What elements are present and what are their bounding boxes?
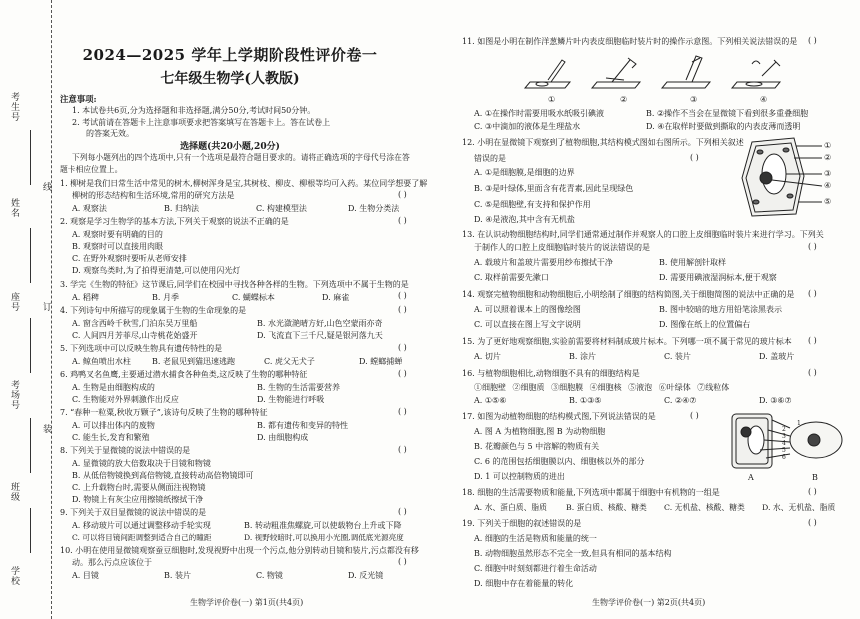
step-3-drawing — [662, 56, 710, 88]
option-b: B. ②操作不当会在显微镜下看到很多重叠细胞 — [646, 109, 809, 118]
option-a: A. 目镜 — [72, 571, 99, 580]
option-b: B. ①③⑤ — [569, 396, 602, 405]
option-b: B. 转动粗准焦螺旋,可以使载物台上升或下降 — [244, 521, 402, 530]
question-17-answer-slot: ( ) — [690, 411, 699, 420]
option-a: A. ①⑤⑥ — [474, 396, 507, 405]
question-10-options — [72, 570, 442, 581]
margin-label-name: 姓名 — [9, 198, 19, 218]
option-b: B. 老鼠见到猫迅速逃跑 — [152, 357, 235, 366]
option-c: C. ⑤是细胞壁,有支持和保护作用 — [474, 200, 591, 209]
question-12-answer-slot: ( ) — [690, 153, 699, 162]
question-3-answer-slot: ( ) — [398, 291, 407, 300]
margin-label-candidate-number: 考生号 — [9, 92, 19, 122]
question-13-stem: 13. 在认识动物细胞结构时,同学们通常通过制作并观察人的口腔上皮细胞临时装片来进行学习。下列关 — [462, 230, 824, 239]
question-9-options-row1 — [72, 520, 452, 531]
question-14-options-row2 — [474, 319, 854, 330]
option-b: B. 月季 — [152, 293, 179, 302]
question-6-answer-slot: ( ) — [398, 369, 407, 378]
option-c: C. 装片 — [664, 352, 691, 361]
question-7-options-row1 — [72, 420, 442, 431]
question-10-stem: 10. 小明在使用显微镜观察蚕豆细胞时,发现视野中出现一个污点,他分别转动目镜和装片,污点都没有移 — [60, 546, 419, 555]
step-4-drawing — [732, 60, 780, 88]
question-7-answer-slot: ( ) — [398, 407, 407, 416]
option-d: D. 由细胞构成 — [257, 433, 309, 442]
cell-label-5: ⑤ — [824, 197, 832, 206]
question-5-stem: 5. 下列选项中可以反映生物具有遗传特性的是 — [60, 344, 223, 353]
question-13-answer-slot: ( ) — [808, 242, 817, 251]
option-c: C. 上升载物台时,需要从侧面注视物镜 — [72, 483, 206, 492]
option-a: A. 稻稗 — [72, 293, 99, 302]
cut-mark-install: 装 — [41, 424, 51, 433]
option-d: D. 图像在纸上的位置偏右 — [659, 320, 751, 329]
option-c: C. ②④⑦ — [664, 396, 697, 405]
option-d: D. ③⑥⑦ — [759, 396, 792, 405]
margin-line — [30, 418, 31, 473]
option-c: C. 蝴蝶标本 — [232, 293, 275, 302]
fig-num-6: 6 — [782, 454, 786, 461]
option-d: D. 视野较暗时,可以换用小光圈,调低底光源亮度 — [244, 533, 404, 542]
option-b: B. 水光潋滟晴方好,山色空蒙雨亦奇 — [257, 319, 383, 328]
option-b: B. 涂片 — [569, 352, 596, 361]
cut-mark-line: 线 — [41, 182, 51, 191]
question-16-stem: 16. 与植物细胞相比,动物细胞不具有的细胞结构是 — [462, 369, 640, 378]
option-c: C. 可以将目镜间距调整到适合自己的瞳距 — [72, 533, 212, 542]
option-a: A. 载玻片和盖玻片需要用纱布擦拭干净 — [474, 258, 613, 267]
footer-page-1: 生物学评价卷(一) 第1页(共4页) — [190, 598, 304, 607]
option-c: C. 物镜 — [256, 571, 283, 580]
option-b: B. 蛋白质、核酸、糖类 — [566, 503, 647, 512]
footer-page-2: 生物学评价卷(一) 第2页(共4页) — [592, 598, 706, 607]
section-description-cont: 题卡相应位置上。 — [60, 165, 123, 174]
margin-line — [30, 130, 31, 185]
question-17-stem: 17. 如图为动植物细胞的结构模式图,下列说法错误的是 — [462, 412, 656, 421]
option-d: D. 生物分类法 — [348, 204, 400, 213]
animal-plant-cell-diagram — [726, 410, 848, 472]
question-7-stem: 7. “春种一粒粟,秋收万颗子”,该诗句反映了生物的哪种特征 — [60, 408, 268, 417]
plant-cell-diagram — [738, 136, 834, 220]
option-a: A. ①在操作时需要用吸水纸吸引碘液 — [474, 109, 605, 118]
question-15-answer-slot: ( ) — [808, 336, 817, 345]
question-19-stem: 19. 下列关于细胞的叙述错误的是 — [462, 519, 582, 528]
section-title: 选择题(共20小题,20分) — [180, 142, 280, 152]
question-8-answer-slot: ( ) — [398, 445, 407, 454]
exam-title: 2024—2025 学年上学期阶段性评价卷一 — [82, 46, 378, 64]
question-1-stem-cont: 柳树的形态结构和生活环境,常用的研究方法是 — [72, 191, 235, 200]
binding-margin — [0, 0, 52, 619]
question-13-options-row2 — [474, 272, 854, 283]
question-1-answer-slot: ( ) — [398, 190, 407, 199]
question-4-answer-slot: ( ) — [398, 305, 407, 314]
option-d: D. 盖玻片 — [759, 352, 795, 361]
question-4-options-row1 — [72, 318, 442, 329]
margin-line — [30, 228, 31, 283]
question-14-stem: 14. 观察完植物细胞和动物细胞后,小明绘制了细胞的结构简图,关于细胞简图的说法中正确的是 — [462, 290, 795, 299]
option-d: D. 飞流直下三千尺,疑是银河落九天 — [257, 331, 383, 340]
option-c: C. 可以直接在图上写文字说明 — [474, 320, 581, 329]
figure-label-3: ③ — [690, 95, 698, 104]
option-b: B. 使用解剖针取样 — [659, 258, 726, 267]
cell-label-4: ④ — [824, 181, 832, 190]
question-1-options — [72, 203, 442, 214]
question-5-answer-slot: ( ) — [398, 343, 407, 352]
figure-label-4: ④ — [760, 95, 768, 104]
fig-num-3: 3 — [782, 433, 786, 440]
option-b: B. 生物的生活需要营养 — [257, 383, 340, 392]
fig-num-2: 2 — [782, 426, 786, 433]
question-12-stem: 12. 小明在显微镜下观察到了植物细胞,其结构模式图如右图所示。下列相关叙述 — [462, 138, 744, 147]
option-c: C. 构建模型法 — [256, 204, 307, 213]
exam-subtitle: 七年级生物学(人教版) — [160, 71, 300, 87]
fig-num-5: 5 — [782, 447, 786, 454]
question-9-options-row2 — [72, 532, 452, 543]
option-b: B. 观察时可以直接用肉眼 — [72, 242, 163, 251]
cell-label-2: ② — [824, 153, 832, 162]
question-2-answer-slot: ( ) — [398, 216, 407, 225]
option-d: D. 1 可以控制物质的进出 — [474, 472, 565, 481]
option-a: A. 切片 — [474, 352, 501, 361]
option-c: C. 能生长,发育和繁殖 — [72, 433, 150, 442]
option-d: D. 物镜上有灰尘应用擦镜纸擦拭干净 — [72, 495, 204, 504]
notice-item: 1. 本试卷共6页,分为选择题和非选择题,满分50分,考试时间50分钟。 — [72, 106, 316, 115]
margin-label-school: 学校 — [9, 566, 19, 586]
question-18-stem: 18. 细胞的生活需要物质和能量,下列选项中都属于细胞中有机物的一组是 — [462, 488, 720, 497]
option-a: A. 显微镜的放大倍数取决于目镜和物镜 — [72, 459, 211, 468]
option-c: C. ③中滴加的液体是生理盐水 — [474, 122, 581, 131]
question-12-stem-cont: 错误的是 — [474, 154, 506, 163]
option-b: B. 花瓣颜色与 5 中溶解的物质有关 — [474, 442, 600, 451]
notice-item: 2. 考试前请在答题卡上注意事项要求把答案填写在答题卡上。答在试卷上 — [72, 118, 331, 127]
question-11-options-row2 — [474, 121, 854, 132]
option-c: C. 6 的范围包括细胞膜以内、细胞核以外的部分 — [474, 457, 645, 466]
figure-label-b: B — [812, 473, 818, 482]
option-b: B. ③是叶绿体,里面含有花青素,因此呈现绿色 — [474, 184, 634, 193]
option-c: C. 在野外观察时要听从老师安排 — [72, 254, 187, 263]
question-14-answer-slot: ( ) — [808, 289, 817, 298]
question-7-options-row2 — [72, 432, 442, 443]
margin-label-class: 班级 — [9, 482, 19, 502]
question-11-stem: 11. 如图是小明在制作洋葱鳞片叶内表皮细胞临时装片时的操作示意图。下列相关说法错误的是 — [462, 37, 798, 46]
option-c: C. 取样前需要先漱口 — [474, 273, 549, 282]
question-18-options — [474, 502, 854, 513]
option-b: B. 图中较暗的地方用铅笔涂黑表示 — [659, 305, 782, 314]
notice-heading: 注意事项: — [60, 94, 97, 104]
margin-label-seat: 座号 — [9, 292, 19, 312]
question-16-answer-slot: ( ) — [808, 368, 817, 377]
question-4-options-row2 — [72, 330, 442, 341]
option-a: A. 窗含西岭千秋雪,门泊东吴万里船 — [72, 319, 198, 328]
option-a: A. ①是细胞膜,是细胞的边界 — [474, 168, 575, 177]
option-d: D. ④是液泡,其中含有无机盐 — [474, 215, 575, 224]
question-11-answer-slot: ( ) — [808, 36, 817, 45]
question-3-options — [72, 292, 392, 303]
option-d: D. 生物能进行呼吸 — [257, 395, 325, 404]
option-a: A. 观察法 — [72, 204, 107, 213]
figure-label-a: A — [748, 473, 754, 482]
question-15-options — [474, 351, 854, 362]
notice-item: 的答案无效。 — [86, 129, 134, 138]
option-a: A. 移动玻片可以通过调整移动手轮实现 — [72, 521, 211, 530]
question-11-options-row1 — [474, 108, 854, 119]
option-a: A. 可以照着课本上的图像绘图 — [474, 305, 581, 314]
option-a: A. 可以排出体内的废物 — [72, 421, 155, 430]
option-c: C. 虎父无犬子 — [264, 357, 315, 366]
option-d: D. ④在取样时要做到撕取的内表皮薄而透明 — [646, 122, 801, 131]
option-d: D. 观察鸟类时,为了拍得更清楚,可以使用闪光灯 — [72, 266, 241, 275]
question-6-stem: 6. 鸡鸭叉名鱼鹰,主要通过潜水捕食各种鱼类,这反映了生物的哪种特征 — [60, 370, 308, 379]
question-10-stem-cont: 动。那么污点应该位于 — [72, 558, 152, 567]
cell-label-3: ③ — [824, 169, 832, 178]
question-10-answer-slot: ( ) — [398, 557, 407, 566]
option-a: A. 水、蛋白质、脂质 — [474, 503, 547, 512]
section-description: 下列每小题列出的四个选项中,只有一个选项是最符合题目要求的。请将正确选项的字母代号涂在答 — [72, 153, 410, 162]
option-c: C. 细胞中时刻刻都进行着生命活动 — [474, 564, 597, 573]
option-b: B. 都有遗传和变异的特性 — [257, 421, 348, 430]
question-5-options — [72, 356, 442, 367]
question-16-structure-list: ①细胞壁 ②细胞质 ③细胞膜 ④细胞核 ⑤液泡 ⑥叶绿体 ⑦线粒体 — [474, 383, 730, 392]
figure-label-2: ② — [620, 95, 628, 104]
option-d: D. 螳螂捕蝉 — [359, 357, 403, 366]
option-a: A. 生物是由细胞构成的 — [72, 383, 155, 392]
question-19-answer-slot: ( ) — [808, 518, 817, 527]
question-4-stem: 4. 下列诗句中所描写的现象属于生物的生命现象的是 — [60, 306, 247, 315]
fig-num-1: 1 — [797, 420, 801, 427]
cell-label-1: ① — [824, 141, 832, 150]
option-a: A. 鲸鱼喷出水柱 — [72, 357, 131, 366]
question-13-options-row1 — [474, 257, 854, 268]
option-b: B. 从低倍物镜换到高倍物镜,直接转动高倍物镜即可 — [72, 471, 254, 480]
question-1-stem: 1. 柳树是我们日常生活中常见的树木,柳树浑身是宝,其树枝、柳皮、柳根等均可入药。某位同学想要了解 — [60, 179, 428, 188]
margin-line — [30, 318, 31, 373]
option-d: D. 麻雀 — [322, 293, 350, 302]
question-2-stem: 2. 观察是学习生物学的基本方法,下列关于观察的说法不正确的是 — [60, 217, 289, 226]
question-8-stem: 8. 下列关于显微镜的说法中错误的是 — [60, 446, 191, 455]
fig-num-4: 4 — [782, 440, 786, 447]
question-14-options-row1 — [474, 304, 854, 315]
question-3-stem: 3. 学完《生物的特征》这节课后,同学们在校园中寻找各种各样的生物。下列选项中不属于生物的是 — [60, 280, 409, 289]
option-b: B. 动物细胞虽然形态不完全一致,但具有相同的基本结构 — [474, 549, 672, 558]
option-d: D. 需要用碘液湿润标本,便于观察 — [659, 273, 777, 282]
option-c: C. 无机盐、核酸、糖类 — [664, 503, 745, 512]
question-9-stem: 9. 下列关于双目显微镜的说法中错误的是 — [60, 508, 207, 517]
option-b: B. 装片 — [164, 571, 191, 580]
question-13-stem-cont: 于制作人的口腔上皮细胞临时装片的说法错误的是 — [474, 243, 650, 252]
question-16-options — [474, 396, 854, 405]
step-1-drawing — [525, 60, 570, 88]
question-15-stem: 15. 为了更好地观察细胞,实验前需要将材料制成玻片标本。下列哪一项不属于常见的玻片标本 — [462, 337, 792, 346]
option-a: A. 细胞的生活是物质和能量的统一 — [474, 534, 597, 543]
option-d: D. 细胞中存在着能量的转化 — [474, 579, 574, 588]
margin-label-exam-room: 考场号 — [9, 380, 19, 410]
step-2-drawing — [592, 58, 640, 88]
question-6-options-row2 — [72, 394, 442, 405]
option-a: A. 图 A 为植物细胞,图 B 为动物细胞 — [474, 427, 606, 436]
option-d: D. 反光镜 — [348, 571, 384, 580]
option-a: A. 观察时要有明确的目的 — [72, 230, 163, 239]
question-18-answer-slot: ( ) — [808, 487, 817, 496]
option-d: D. 水、无机盐、脂质 — [762, 503, 836, 512]
option-b: B. 归纳法 — [164, 204, 199, 213]
question-9-answer-slot: ( ) — [398, 507, 407, 516]
question-6-options-row1 — [72, 382, 442, 393]
figure-label-1: ① — [548, 95, 556, 104]
slide-making-steps-figure — [520, 52, 800, 94]
option-c: C. 人间四月芳菲尽,山寺桃花始盛开 — [72, 331, 198, 340]
option-c: C. 生物能对外界刺激作出反应 — [72, 395, 179, 404]
cut-mark-bind: 订 — [41, 302, 51, 311]
margin-line — [30, 508, 31, 553]
